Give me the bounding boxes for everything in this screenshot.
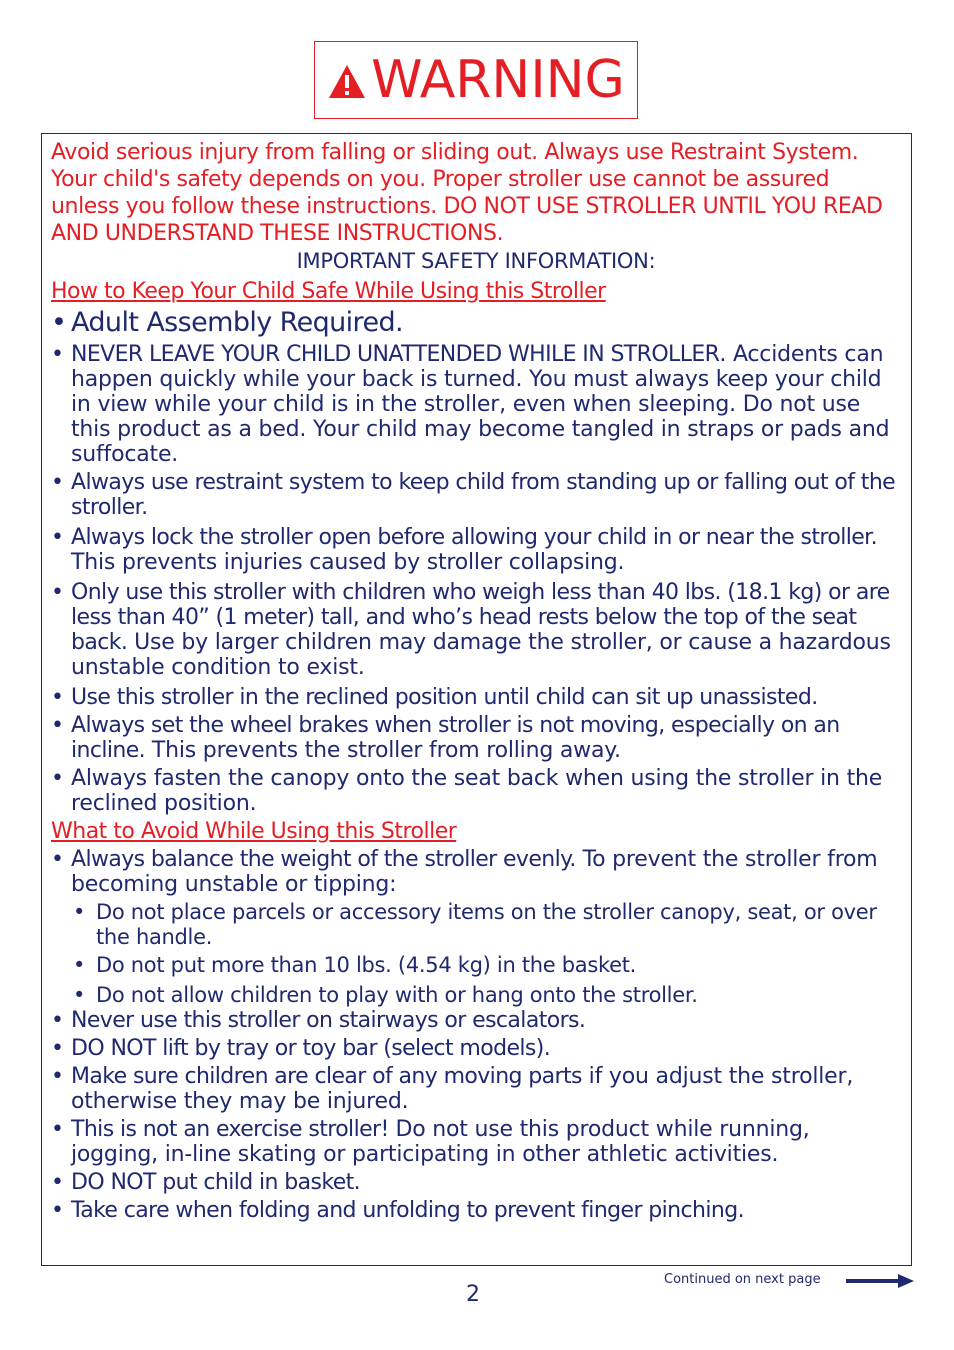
list-item: • Make sure children are clear of any moving parts if you adjust the stroller, otherwise they may be injured.: [51, 1064, 854, 1114]
list-item: • Use this stroller in the reclined position until child can sit up unassisted.: [51, 685, 818, 710]
list-item: • Never use this stroller on stairways or escalators.: [51, 1008, 586, 1033]
arrow-right-icon: [846, 1274, 914, 1288]
sub-list-item: • Do not allow children to play with or hang onto the stroller.: [73, 983, 698, 1007]
warning-banner: [314, 41, 638, 119]
page-number: 2: [466, 1282, 480, 1307]
sub-list-item: • Do not put more than 10 lbs. (4.54 kg) in the basket.: [73, 953, 637, 977]
list-item: • This is not an exercise stroller! Do not use this product while running, jogging, in-line skating or participating in other athletic activities.: [51, 1117, 810, 1167]
warning-title: WARNING: [371, 50, 625, 110]
list-item: • Always lock the stroller open before allowing your child in or near the stroller. This prevents injuries caused by stroller collapsing.: [51, 525, 877, 575]
section-heading-safe: How to Keep Your Child Safe While Using this Stroller: [51, 279, 606, 304]
list-item: • Adult Assembly Required.: [51, 307, 403, 338]
instructions-content: [51, 139, 901, 1223]
list-item: • Always balance the weight of the stroller evenly. To prevent the stroller from becoming unstable or tipping:: [51, 847, 878, 897]
section-heading-avoid: What to Avoid While Using this Stroller: [51, 819, 457, 844]
sub-list-item: • Do not place parcels or accessory items on the stroller canopy, seat, or over the handle.: [73, 900, 877, 949]
continued-note: Continued on next page: [664, 1272, 821, 1287]
warning-triangle-icon: [327, 62, 367, 102]
list-item: • DO NOT put child in basket.: [51, 1170, 361, 1195]
intro-warning: Avoid serious injury from falling or sliding out. Always use Restraint System. Your child's safety depends on you. Proper stroller use cannot be assured unless you follow these instructions. DO NOT USE STROLLER UNTIL YOU READ AND UNDERSTAND THESE INSTRUCTIONS.: [51, 140, 883, 246]
list-item: • NEVER LEAVE YOUR CHILD UNATTENDED WHILE IN STROLLER. Accidents can happen quickly while your back is turned. You must always keep your child in view while your child is in the stroller, even when sleeping. Do not use this product as a bed. Your child may become tangled in straps or pads and suffocate.: [51, 342, 890, 467]
list-item: • Always fasten the canopy onto the seat back when using the stroller in the reclined position.: [51, 766, 883, 816]
list-item: • Take care when folding and unfolding to prevent finger pinching.: [51, 1198, 744, 1223]
list-item: • Always use restraint system to keep child from standing up or falling out of the stroller.: [51, 470, 896, 520]
list-item: • Only use this stroller with children who weigh less than 40 lbs. (18.1 kg) or are less than 40” (1 meter) tall, and who’s head rests below the top of the seat back. Use by larger children may damage the stroller, or cause a hazardous unstable condition to exist.: [51, 580, 891, 680]
list-item: • DO NOT lift by tray or toy bar (select models).: [51, 1036, 551, 1061]
list-item: • Always set the wheel brakes when stroller is not moving, especially on an incline. This prevents the stroller from rolling away.: [51, 713, 840, 763]
important-heading: IMPORTANT SAFETY INFORMATION:: [296, 249, 656, 273]
